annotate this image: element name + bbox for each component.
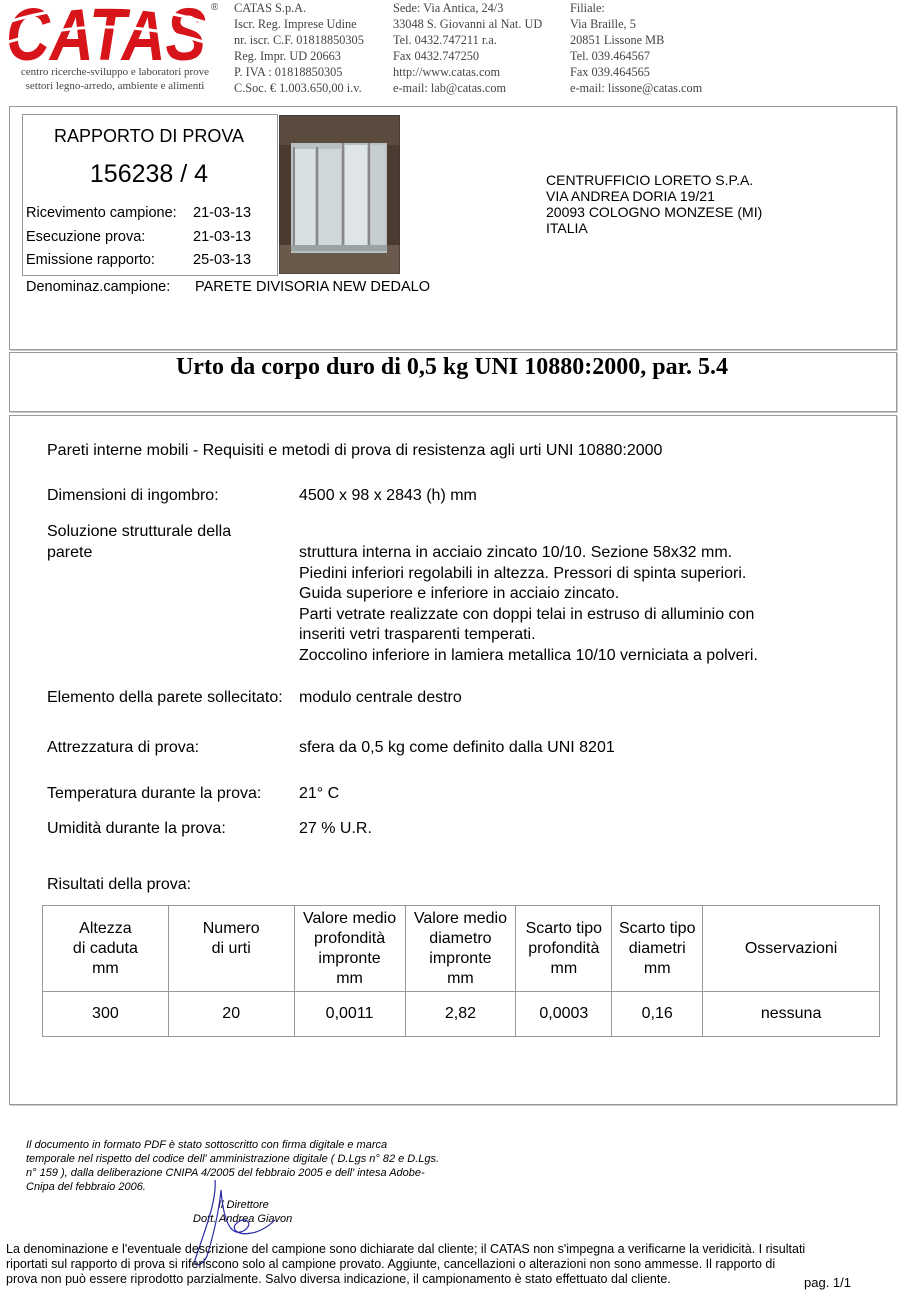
- note-line: Il documento in formato PDF è stato sottoscritto con firma digitale e marca: [26, 1139, 388, 1151]
- disclaimer-line: La denominazione e l'eventuale descrizione del campione sono dichiarate dal cliente; il CATAS non s'impegna a verificarne la veridicità. I risultati: [6, 1242, 806, 1256]
- header-line: mm: [643, 959, 671, 977]
- header-line: http://www.catas.com: [393, 65, 501, 79]
- header-drop-height: [43, 906, 169, 992]
- header-line: Valore medio: [413, 909, 507, 927]
- header-impact-count: [168, 906, 294, 992]
- humidity-value: 27 % U.R.: [299, 820, 372, 837]
- header-line: Altezza: [79, 919, 132, 937]
- director-role: Il Direttore: [218, 1199, 269, 1211]
- catas-logo: [6, 0, 216, 92]
- sample-photo: [279, 115, 400, 274]
- header-line: mm: [550, 959, 578, 977]
- header-line: Tel. 039.464567: [570, 49, 651, 63]
- emissione-value: 25-03-13: [193, 252, 252, 268]
- header-line: Fax 0432.747250: [393, 49, 480, 63]
- structure-line: Piedini inferiori regolabili in altezza. Pressori di spinta superiori.: [299, 564, 747, 582]
- disclaimer-line: prova non può essere riprodotto parzialmente. Salvo diversa indicazione, il campionamento è stato effettuato dal cliente.: [6, 1272, 671, 1286]
- header-line: nr. iscr. C.F. 01818850305: [234, 33, 364, 47]
- element-label: Elemento della parete sollecitato:: [47, 689, 283, 706]
- results-label: Risultati della prova:: [47, 876, 192, 893]
- cell-sd-depth: 0,0003: [516, 992, 612, 1037]
- equipment-label: Attrezzatura di prova:: [47, 739, 200, 756]
- header-line: mm: [336, 969, 363, 987]
- structure-value: [299, 543, 758, 666]
- header-sd-diameter: [612, 906, 703, 992]
- header-line: di caduta: [72, 939, 138, 957]
- disclaimer: [6, 1242, 805, 1287]
- header-line: impronte: [429, 949, 492, 967]
- director-name: Dott. Andrea Giavon: [193, 1213, 293, 1225]
- header-line: diametro: [429, 929, 492, 947]
- header-observations: [703, 906, 880, 992]
- header-line: Via Braille, 5: [570, 17, 636, 31]
- header-line: Scarto tipo: [525, 919, 603, 937]
- structure-line: Parti vetrate realizzate con doppi telai in estruso di alluminio con: [299, 605, 755, 623]
- dimensions-value: 4500 x 98 x 2843 (h) mm: [299, 487, 477, 504]
- cell-drop-height: 300: [43, 992, 169, 1037]
- temperature-value: 21° C: [299, 785, 340, 802]
- header-line: e-mail: lissone@catas.com: [570, 81, 703, 95]
- equipment-value: sfera da 0,5 kg come definito dalla UNI 8201: [299, 739, 615, 756]
- header-line: P. IVA : 01818850305: [234, 65, 343, 79]
- catas-logo-mark: [6, 0, 218, 66]
- header-headquarters: [393, 0, 542, 96]
- cell-mean-depth: 0,0011: [294, 992, 405, 1037]
- header-line: C.Soc. € 1.003.650,00 i.v.: [234, 81, 362, 95]
- structure-line: Zoccolino inferiore in lamiera metallica 10/10 verniciata a polveri.: [299, 646, 758, 664]
- structure-label-line: Soluzione strutturale della: [47, 523, 232, 540]
- header-line: Iscr. Reg. Imprese Udine: [234, 17, 357, 31]
- header-line: profondità: [528, 939, 600, 957]
- header-mean-depth: [294, 906, 405, 992]
- disclaimer-line: riportati sul rapporto di prova si riferiscono solo al campione provato. Aggiunte, cancellazioni o alterazioni non sono ammesse. Il rapporto di: [6, 1257, 776, 1271]
- client-name: CENTRUFFICIO LORETO S.P.A.: [546, 172, 754, 188]
- logo-tagline-1: centro ricerche-sviluppo e laboratori prove: [20, 66, 210, 78]
- client-address: [546, 172, 762, 236]
- client-country: ITALIA: [546, 220, 588, 236]
- report-number: 156238 / 4: [89, 160, 209, 188]
- header-line: Scarto tipo: [618, 919, 696, 937]
- structure-line: inseriti vetri trasparenti temperati.: [299, 626, 536, 643]
- cell-observations: nessuna: [703, 992, 880, 1037]
- header-line: Osservazioni: [744, 939, 838, 957]
- header-company-info: [234, 0, 364, 96]
- header-sd-depth: [516, 906, 612, 992]
- cell-sd-diameter: 0,16: [612, 992, 703, 1037]
- esecuzione-label: Esecuzione prova:: [26, 229, 146, 245]
- humidity-label: Umidità durante la prova:: [47, 820, 226, 837]
- header-line: CATAS S.p.A.: [234, 1, 307, 15]
- header-line: mm: [447, 969, 474, 987]
- structure-label-line: parete: [47, 543, 93, 561]
- client-street: VIA ANDREA DORIA 19/21: [546, 188, 715, 204]
- dimensions-label: Dimensioni di ingombro:: [47, 487, 219, 504]
- header-line: Tel. 0432.747211 r.a.: [393, 33, 497, 47]
- structure-line: Guida superiore e inferiore in acciaio zincato.: [299, 585, 620, 602]
- header-line: Valore medio: [303, 909, 397, 927]
- standard-description: Pareti interne mobili - Requisiti e metodi di prova di resistenza agli urti UNI 10880:2000: [47, 442, 663, 459]
- structure-line: struttura interna in acciaio zincato 10/10. Sezione 58x32 mm.: [299, 544, 733, 561]
- cell-mean-diameter: 2,82: [405, 992, 516, 1037]
- header-line: impronte: [318, 949, 381, 967]
- denominazione-value: PARETE DIVISORIA NEW DEDALO: [195, 279, 431, 295]
- header-line: Numero: [202, 919, 260, 937]
- header-line: profondità: [313, 929, 386, 947]
- header-line: 33048 S. Giovanni al Nat. UD: [393, 17, 543, 31]
- svg-text:®: ®: [211, 2, 218, 13]
- header-line: di urti: [211, 939, 251, 957]
- logo-tagline-2: settori legno-arredo, ambiente e alimenti: [25, 80, 205, 92]
- header-line: Filiale:: [570, 1, 605, 15]
- emissione-label: Emissione rapporto:: [26, 252, 155, 268]
- header-line: Fax 039.464565: [570, 65, 650, 79]
- results-table: [42, 905, 880, 1037]
- note-line: Cnipa del febbraio 2006.: [26, 1181, 146, 1193]
- table-header-row: [43, 906, 880, 992]
- ricevimento-value: 21-03-13: [193, 205, 252, 221]
- note-line: n° 159 ), dalla deliberazione CNIPA 4/2005 del febbraio 2005 e dell' intesa Adobe-: [26, 1167, 425, 1179]
- esecuzione-value: 21-03-13: [193, 229, 252, 245]
- client-city: 20093 COLOGNO MONZESE (MI): [546, 204, 763, 220]
- header-branch: [570, 0, 702, 96]
- denominazione-label: Denominaz.campione:: [26, 279, 171, 295]
- structure-label: [47, 522, 231, 563]
- ricevimento-label: Ricevimento campione:: [26, 205, 177, 221]
- header-line: Reg. Impr. UD 20663: [234, 49, 341, 63]
- header-line: Sede: Via Antica, 24/3: [393, 1, 504, 15]
- report-heading: RAPPORTO DI PROVA: [53, 126, 245, 146]
- note-line: temporale nel rispetto del codice dell' amministrazione digitale ( D.Lgs n° 82 e D.Lgs.: [26, 1153, 440, 1165]
- header-line: mm: [92, 959, 119, 977]
- header-line: 20851 Lissone MB: [570, 33, 665, 47]
- table-row: [43, 992, 880, 1037]
- header-line: diametri: [628, 939, 686, 957]
- cell-impact-count: 20: [168, 992, 294, 1037]
- test-title: Urto da corpo duro di 0,5 kg UNI 10880:2000, par. 5.4: [175, 354, 729, 380]
- logo-wordmark: CATAS: [6, 0, 206, 66]
- element-value: modulo centrale destro: [299, 689, 462, 706]
- header-line: e-mail: lab@catas.com: [393, 81, 507, 95]
- page-number: pag. 1/1: [804, 1275, 851, 1290]
- temperature-label: Temperatura durante la prova:: [47, 785, 262, 802]
- header-mean-diameter: [405, 906, 516, 992]
